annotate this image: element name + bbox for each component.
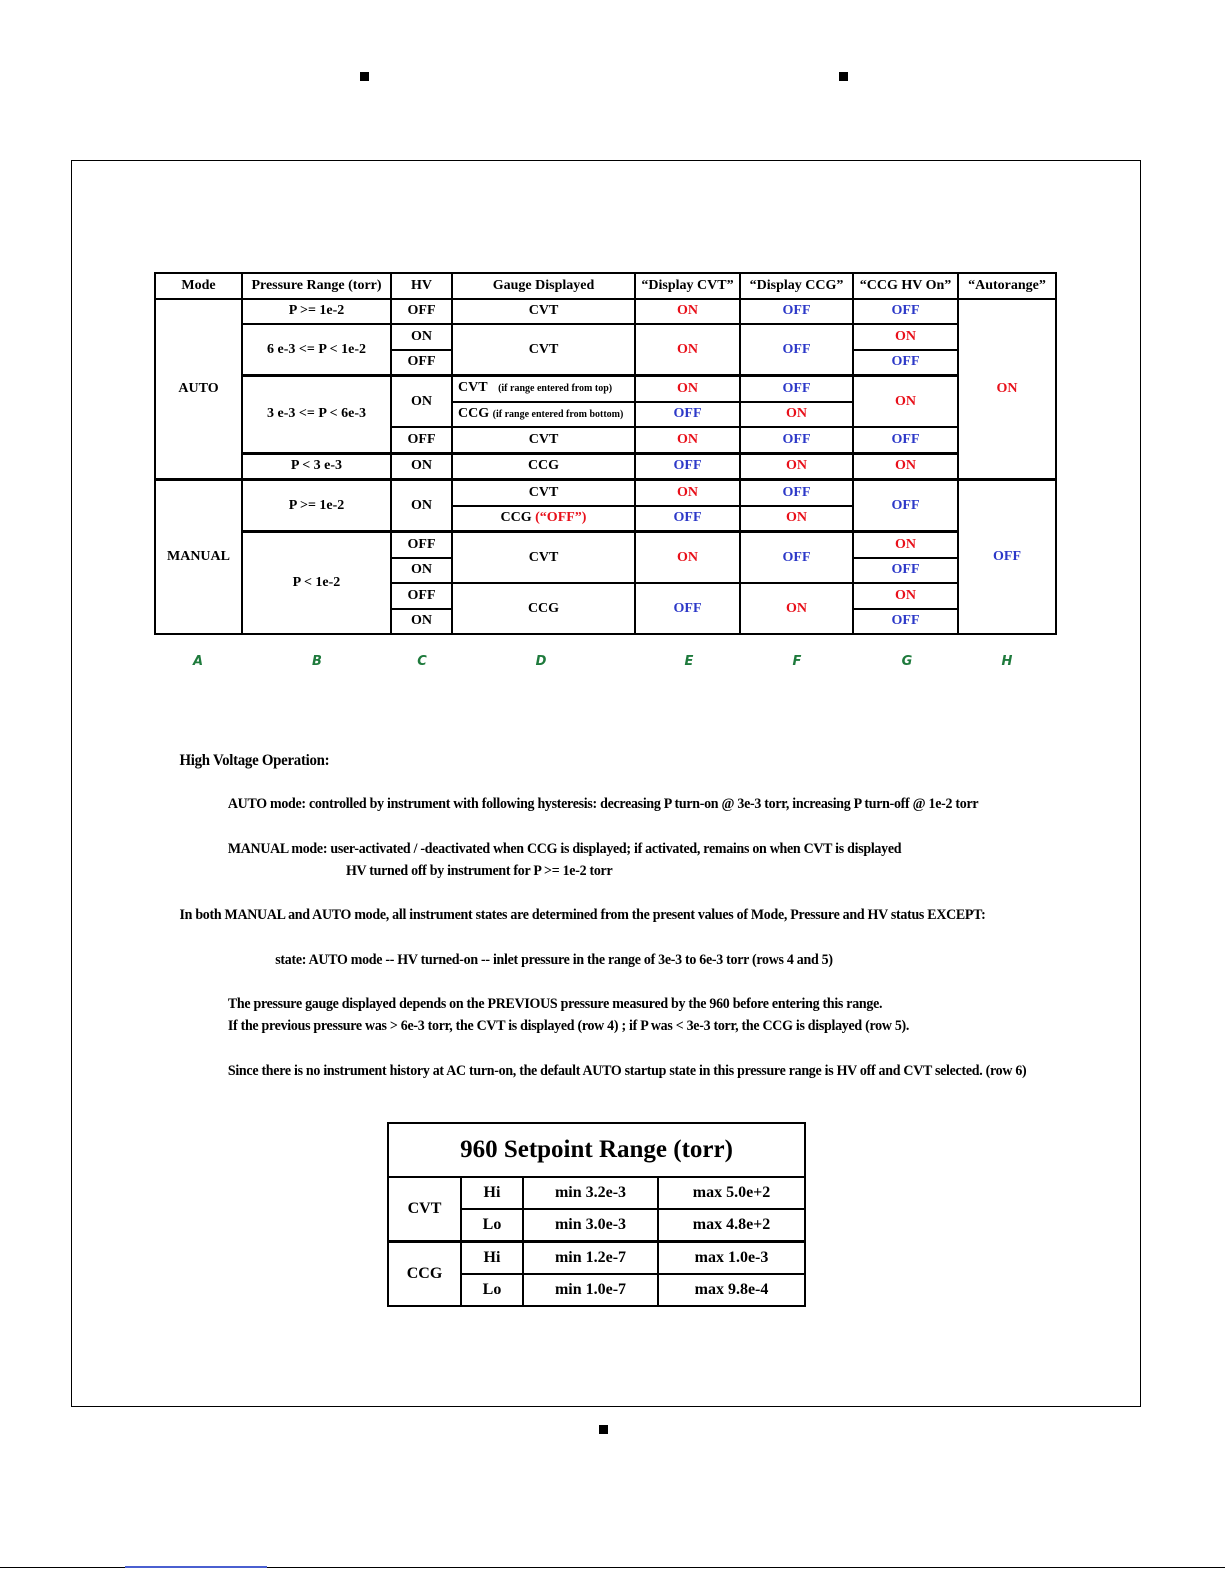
setpoint-gauge-cell: CCG [388, 1242, 461, 1307]
auto-mode-note: AUTO mode: controlled by instrument with following hysteresis: decreasing P turn-on @ 3e-3 torr, increasing P turn-off @ 1e-2 torr [227, 796, 979, 812]
gauge-cell: CVT [452, 324, 635, 376]
hv-cell: ON [391, 453, 452, 480]
setpoint-range-table [387, 1122, 806, 1307]
gauge-note: (if range entered from bottom) [492, 408, 624, 420]
display-ccg-cell: ON [740, 402, 853, 428]
setpoint-level-cell: Lo [461, 1209, 523, 1242]
ccg-hv-cell: OFF [853, 350, 958, 376]
autorange-cell: ON [958, 299, 1056, 480]
column-letter: D [535, 654, 547, 669]
previous-pressure-note: The pressure gauge displayed depends on the PREVIOUS pressure measured by the 960 before entering this range. [227, 996, 883, 1012]
display-ccg-cell: ON [740, 453, 853, 480]
registration-mark-top-right [839, 72, 848, 81]
hv-cell: OFF [391, 299, 452, 325]
autorange-cell: OFF [958, 480, 1056, 635]
hv-cell: ON [391, 324, 452, 350]
display-ccg-cell: OFF [740, 324, 853, 376]
hv-cell: OFF [391, 583, 452, 609]
setpoint-max-cell: max 9.8e-4 [658, 1274, 805, 1306]
table-row [155, 532, 1056, 558]
setpoint-max-cell: max 1.0e-3 [658, 1242, 805, 1275]
ccg-hv-cell: ON [853, 583, 958, 609]
hv-cell: ON [391, 558, 452, 584]
column-letter: F [792, 654, 802, 669]
hv-cell: ON [391, 376, 452, 428]
manual-mode-note: MANUAL mode: user-activated / -deactivated when CCG is displayed; if activated, remains on when CVT is displayed [227, 841, 902, 857]
gauge-cell [452, 376, 635, 402]
display-cvt-cell: OFF [635, 583, 740, 634]
column-letter: E [684, 654, 694, 669]
gauge-cell: CVT [452, 427, 635, 453]
ccg-hv-cell: ON [853, 532, 958, 558]
table-row [155, 376, 1056, 402]
setpoint-max-cell: max 5.0e+2 [658, 1177, 805, 1209]
hv-cell: OFF [391, 427, 452, 453]
gauge-cell [452, 402, 635, 428]
column-letter: B [312, 654, 322, 669]
ccg-hv-cell: OFF [853, 480, 958, 532]
display-cvt-cell: ON [635, 376, 740, 402]
footer-link-underline[interactable] [125, 1566, 267, 1568]
table-row [388, 1242, 805, 1275]
registration-mark-bottom [599, 1425, 608, 1434]
display-ccg-cell: OFF [740, 532, 853, 584]
setpoint-level-cell: Lo [461, 1274, 523, 1306]
gauge-cell: CCG [452, 453, 635, 480]
header-row [155, 273, 1056, 299]
header-pressure-range: Pressure Range (torr) [242, 273, 391, 299]
setpoint-level-cell: Hi [461, 1242, 523, 1275]
ccg-hv-cell: OFF [853, 609, 958, 635]
display-cvt-cell: ON [635, 299, 740, 325]
setpoint-title: 960 Setpoint Range (torr) [388, 1123, 805, 1177]
range-cell: P >= 1e-2 [242, 299, 391, 325]
display-ccg-cell: OFF [740, 427, 853, 453]
table-row [155, 299, 1056, 325]
exception-state-note: state: AUTO mode -- HV turned-on -- inlet pressure in the range of 3e-3 to 6e-3 torr (rows 4 and 5) [275, 952, 833, 968]
display-ccg-cell: OFF [740, 480, 853, 506]
setpoint-min-cell: min 1.2e-7 [523, 1242, 658, 1275]
mode-cell: MANUAL [155, 480, 242, 635]
header-gauge-displayed: Gauge Displayed [452, 273, 635, 299]
gauge-cell: CVT [452, 299, 635, 325]
mode-cell: AUTO [155, 299, 242, 480]
gauge-note: (if range entered from top) [498, 383, 613, 395]
display-cvt-cell: OFF [635, 506, 740, 532]
setpoint-level-cell: Hi [461, 1177, 523, 1209]
hv-cell: OFF [391, 532, 452, 558]
gauge-cell [452, 506, 635, 532]
ccg-hv-cell: ON [853, 376, 958, 428]
column-letter: C [417, 654, 427, 669]
table-row [155, 480, 1056, 506]
table-row [155, 453, 1056, 480]
range-cell: P >= 1e-2 [242, 480, 391, 532]
setpoint-title-row [388, 1123, 805, 1177]
table-row [155, 324, 1056, 350]
hv-cell: ON [391, 609, 452, 635]
setpoint-min-cell: min 1.0e-7 [523, 1274, 658, 1306]
ccg-hv-cell: OFF [853, 299, 958, 325]
display-ccg-cell: ON [740, 506, 853, 532]
display-ccg-cell: ON [740, 583, 853, 634]
previous-pressure-note-2: If the previous pressure was > 6e-3 torr, the CVT is displayed (row 4) ; if P was < 3e-3 torr, the CCG is displayed (row 5). [227, 1018, 910, 1034]
table-row [388, 1177, 805, 1209]
gauge-off-note: (“OFF”) [535, 510, 587, 526]
ccg-hv-cell: ON [853, 453, 958, 480]
setpoint-min-cell: min 3.0e-3 [523, 1209, 658, 1242]
ccg-hv-cell: OFF [853, 558, 958, 584]
setpoint-max-cell: max 4.8e+2 [658, 1209, 805, 1242]
gauge-label: CVT [458, 380, 488, 396]
display-ccg-cell: OFF [740, 299, 853, 325]
hv-cell: ON [391, 480, 452, 532]
notes-heading: High Voltage Operation: [179, 752, 330, 769]
header-autorange: “Autorange” [958, 273, 1056, 299]
header-mode: Mode [155, 273, 242, 299]
gauge-label: CCG [500, 510, 532, 526]
display-ccg-cell: OFF [740, 376, 853, 402]
display-cvt-cell: OFF [635, 402, 740, 428]
display-cvt-cell: ON [635, 427, 740, 453]
gauge-label: CCG [458, 405, 490, 421]
display-cvt-cell: ON [635, 480, 740, 506]
display-cvt-cell: OFF [635, 453, 740, 480]
header-ccg-hv-on: “CCG HV On” [853, 273, 958, 299]
gauge-cell: CVT [452, 480, 635, 506]
display-cvt-cell: ON [635, 532, 740, 584]
column-letter: A [192, 654, 204, 669]
range-cell: P < 3 e-3 [242, 453, 391, 480]
column-letter: G [901, 654, 913, 669]
range-cell: P < 1e-2 [242, 532, 391, 635]
range-cell: 3 e-3 <= P < 6e-3 [242, 376, 391, 454]
gauge-cell: CVT [452, 532, 635, 584]
ccg-hv-cell: OFF [853, 427, 958, 453]
default-startup-note: Since there is no instrument history at AC turn-on, the default AUTO startup state in this pressure range is HV off and CVT selected. (row 6) [227, 1063, 1027, 1079]
instrument-state-table [154, 272, 1057, 635]
display-cvt-cell: ON [635, 324, 740, 376]
registration-mark-top-left [360, 72, 369, 81]
both-modes-note: In both MANUAL and AUTO mode, all instrument states are determined from the present values of Mode, Pressure and HV status EXCEPT: [179, 907, 986, 923]
setpoint-min-cell: min 3.2e-3 [523, 1177, 658, 1209]
column-letter: H [1001, 654, 1013, 669]
gauge-cell: CCG [452, 583, 635, 634]
manual-mode-note-2: HV turned off by instrument for P >= 1e-2 torr [345, 863, 613, 879]
header-display-ccg: “Display CCG” [740, 273, 853, 299]
setpoint-gauge-cell: CVT [388, 1177, 461, 1242]
header-display-cvt: “Display CVT” [635, 273, 740, 299]
range-cell: 6 e-3 <= P < 1e-2 [242, 324, 391, 376]
ccg-hv-cell: ON [853, 324, 958, 350]
column-letters [0, 654, 1225, 674]
hv-cell: OFF [391, 350, 452, 376]
header-hv: HV [391, 273, 452, 299]
